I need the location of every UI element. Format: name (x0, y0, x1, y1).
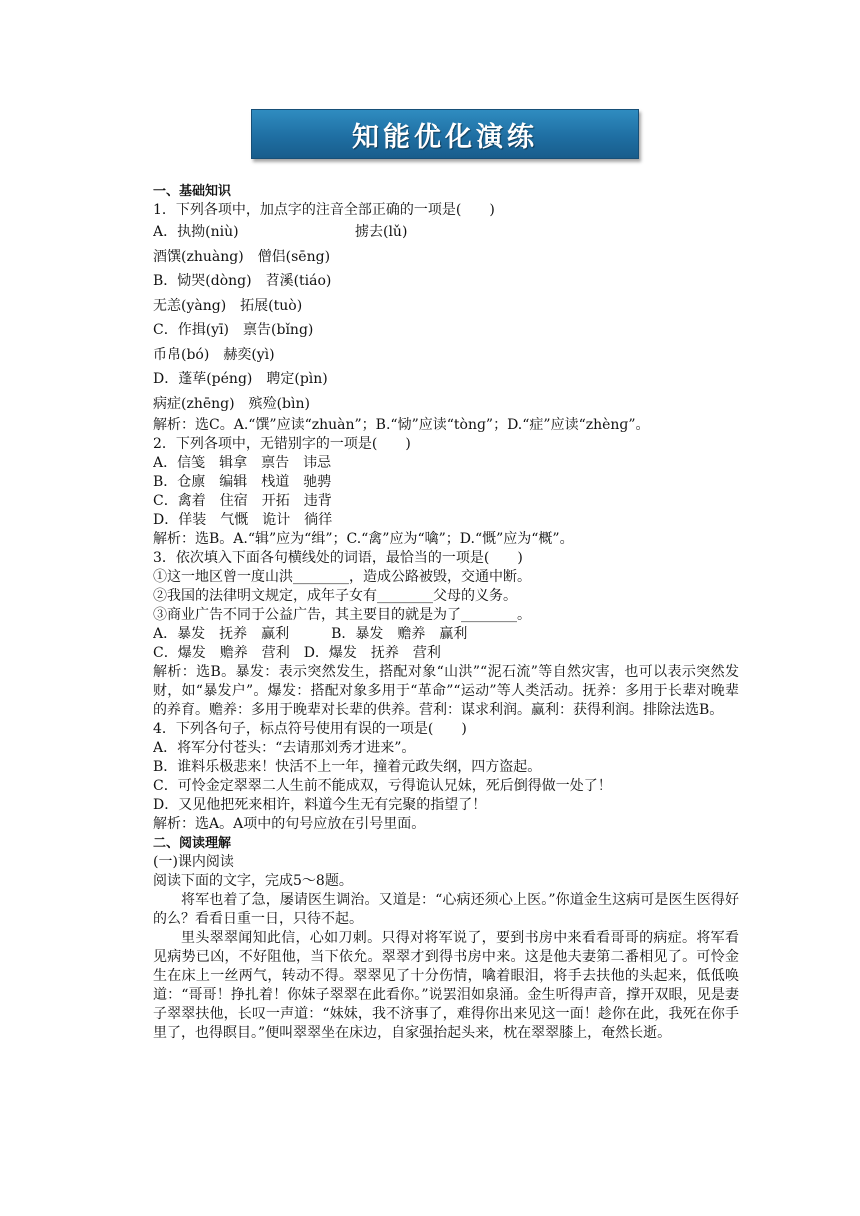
text-line: 4．下列各句子，标点符号使用有误的一项是( ) (153, 721, 467, 737)
section-heading: 一、基础知识 (153, 184, 232, 199)
text-line: A．信笺 辑拿 禀告 讳忌 (153, 455, 332, 471)
text-line: B．恸哭(dòng) 苕溪(tiáo) (153, 273, 332, 289)
solution-line: 解析：选C。A.“馔”应读“zhuàn”；B.“恸”应读“tònɡ”；D.“症”应读“zhènɡ”。 (153, 417, 650, 433)
text-line: ③商业广告不同于公益广告，其主要目的就是为了________。 (153, 607, 531, 623)
text-line: 2．下列各项中，无错别字的一项是( ) (153, 436, 411, 452)
part-basic-knowledge (153, 182, 739, 663)
document-body (153, 182, 739, 1043)
reading-passage (153, 891, 739, 1043)
text-line: C．可怜金定翠翠二人生前不能成双，亏得诡认兄妹，死后倒得做一处了！ (153, 778, 612, 794)
text-line: C．作揖(yī) 禀告(bǐng) (153, 322, 314, 338)
text-line: D．蓬荜(péng) 聘定(pìn) (153, 371, 328, 387)
text-line: D．佯装 气慨 诡计 徜徉 (153, 512, 333, 528)
passage-paragraph: 里头翠翠闻知此信，心如刀刺。只得对将军说了，要到书房中来看看哥哥的病症。将军看见病势已凶，不好阻他，当下依允。翠翠才到得书房中来。这是他夫妻第二番相见了。可怜金生在床上一丝两气，转动不得。翠翠见了十分伤情，噙着眼泪，将手去扶他的头起来，低低唤道：“哥哥！挣扎着！你妹子翠翠在此看你。”说罢泪如泉涌。金生听得声音，撑开双眼，见是妻子翠翠扶他，长叹一声道：“妹妹，我不济事了，难得你出来见这一面！趁你在此，我死在你手里了，也得瞑目。”便叫翠翠坐在床边，自家强抬起头来，枕在翠翠膝上，奄然长逝。 (153, 930, 739, 1041)
passage-paragraph: 将军也着了急，屡请医生调治。又道是：“心病还须心上医。”你道金生这病可是医生医得好的么？看看日重一日，只待不起。 (153, 892, 739, 927)
text-line: 无恙(yàng) 拓展(tuò) (153, 297, 303, 314)
banner-title: 知能优化演练 (352, 121, 538, 153)
text-line: 酒馔(zhuàng) 僧侣(sēng) (153, 248, 331, 265)
text-line: C．爆发 赡养 营利 D．爆发 抚养 营利 (153, 645, 441, 661)
solution-line: 解析：选B。A.“辑”应为“缉”；C.“禽”应为“噙”；D.“慨”应为“概”。 (153, 531, 574, 547)
text-line: 币帛(bó) 赫奕(yì) (153, 346, 275, 363)
section-heading: 二、阅读理解 (153, 836, 232, 851)
text-line: D．又见他把死来相许，料道今生无有完聚的指望了！ (153, 797, 487, 813)
text-line: ②我国的法律明文规定，成年子女有________父母的义务。 (153, 588, 517, 604)
text-line: ①这一地区曾一度山洪________，造成公路被毁，交通中断。 (153, 569, 531, 585)
solution-line: 解析：选A。A项中的句号应放在引号里面。 (153, 816, 426, 832)
q3-solution (153, 663, 739, 720)
text-line: C．禽着 住宿 开拓 违背 (153, 493, 332, 509)
text-line: A．暴发 抚养 赢利 B．暴发 赡养 赢利 (153, 626, 468, 642)
part-reading (153, 720, 739, 891)
text-line: A．将军分付苍头：“去请那刘秀才进来”。 (153, 740, 416, 756)
text-line: 1．下列各项中，加点字的注音全部正确的一项是( ) (153, 202, 495, 218)
text-line: 阅读下面的文字，完成5～8题。 (153, 873, 353, 889)
text-line: (一)课内阅读 (153, 854, 234, 870)
title-banner (251, 109, 639, 159)
text-line: 3．依次填入下面各句横线处的词语，最恰当的一项是( ) (153, 550, 523, 566)
q3-solution-text: 解析：选B。暴发：表示突然发生，搭配对象“山洪”“泥石流”等自然灾害，也可以表示突然发财，如“暴发户”。爆发：搭配对象多用于“革命”“运动”等人类活动。抚养：多用于长辈对晚辈的养育。赡养：多用于晚辈对长辈的供养。营利：谋求利润。赢利：获得利润。排除法选B。 (153, 664, 739, 718)
text-line: 病症(zhēng) 殡殓(bìn) (153, 395, 310, 412)
text-line: B．仓廪 编辑 栈道 驰骋 (153, 474, 332, 490)
text-line: A．执拗(niù) 掳去(lǔ) (153, 224, 408, 240)
text-line: B．谁料乐极悲来！快活不上一年，撞着元政失纲，四方盗起。 (153, 759, 542, 775)
